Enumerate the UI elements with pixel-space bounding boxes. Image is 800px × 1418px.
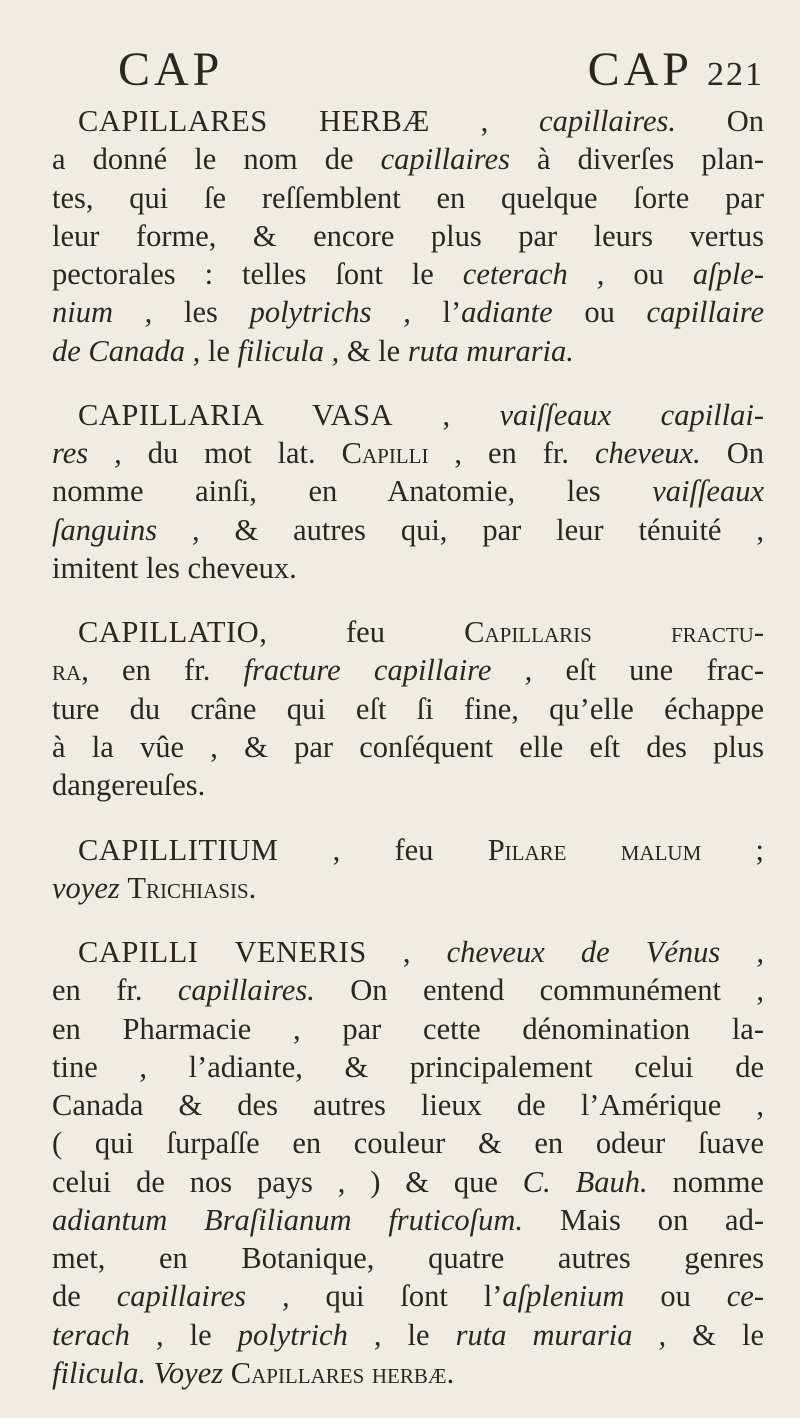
text-run: le: [200, 333, 238, 368]
text-run: ( qui ſurpaſſe en couleur & en odeur ſuave: [52, 1126, 764, 1161]
italic-text: aſple-: [692, 257, 764, 292]
text-run: & le: [339, 333, 408, 368]
headword: CAPILLITIUM: [78, 832, 279, 867]
italic-text: res ,: [52, 436, 122, 471]
italic-text: adiantum Braſilianum fruticoſum.: [52, 1202, 524, 1237]
italic-text: ſanguins ,: [52, 512, 200, 547]
text-run: tes, qui ſe reſſemblent en quelque ſorte par: [52, 180, 764, 215]
italic-text: polytrich ,: [237, 1317, 382, 1352]
entry-line: [52, 728, 764, 766]
text-run: ou: [624, 1279, 727, 1314]
text-run: du mot lat.: [121, 436, 342, 471]
dictionary-entry: [52, 933, 764, 1392]
text-run: le: [381, 1317, 456, 1352]
entry-line: [52, 1163, 764, 1201]
text-run: , en fr.: [428, 436, 595, 471]
text-run: le: [163, 1317, 238, 1352]
entry-line: [52, 971, 764, 1009]
italic-text: filicula.: [52, 1355, 147, 1390]
text-run: les: [152, 295, 250, 330]
italic-text: polytrichs ,: [249, 295, 411, 330]
small-caps-text: Capillaris fractu-: [464, 615, 764, 650]
text-run: On: [700, 436, 765, 471]
running-head-right-word: CAP: [587, 43, 693, 96]
headword: CAPILLARES HERBÆ: [78, 104, 430, 138]
text-run: leur forme, & encore plus par leurs vertus: [52, 218, 764, 253]
text-run: dangereuſes.: [52, 768, 206, 803]
entry-line: [52, 293, 764, 331]
italic-text: ceterach ,: [462, 257, 605, 292]
dictionary-entry: [52, 102, 764, 370]
text-run: & autres qui, par leur ténuité ,: [199, 512, 764, 547]
italic-text: filicula ,: [237, 333, 340, 368]
small-caps-text: Capillares herbæ.: [230, 1355, 455, 1390]
text-run: , feu: [259, 615, 465, 650]
entry-line: [52, 255, 764, 293]
text-run: ,: [429, 104, 540, 138]
text-run: , en fr.: [81, 653, 244, 688]
text-run: en Pharmacie , par cette dénomination la-: [52, 1011, 764, 1046]
italic-text: capillaire: [646, 295, 764, 330]
page-number: 221: [707, 56, 764, 93]
text-run: ou: [552, 295, 647, 330]
small-caps-text: ra: [52, 653, 82, 688]
italic-text: cheveux.: [594, 436, 701, 471]
text-run: ,: [393, 397, 500, 432]
headword: CAPILLARIA VASA: [78, 397, 394, 432]
italic-text: aſplenium: [502, 1279, 625, 1314]
entry-line: [52, 766, 764, 804]
entry-line: [52, 179, 764, 217]
text-run: ture du crâne qui eſt ſi fine, qu’elle échappe: [52, 691, 764, 726]
running-head: [118, 42, 764, 102]
text-run: nomme ainſi, en Anatomie, les: [52, 474, 653, 509]
entry-line: [52, 217, 764, 255]
entry-first-line: [52, 831, 764, 869]
text-run: [146, 1356, 154, 1390]
entry-first-line: [52, 933, 764, 971]
entry-line: [52, 1277, 764, 1315]
headword: CAPILLI VENERIS: [78, 935, 367, 970]
text-run: tine , l’adiante, & principalement celui de: [52, 1049, 764, 1084]
text-run: met, en Botanique, quatre autres genres: [52, 1241, 764, 1276]
italic-text: ce-: [726, 1279, 764, 1314]
italic-text: cheveux de Vénus ,: [446, 935, 764, 970]
text-run: Canada & des autres lieux de l’Amérique ,: [52, 1088, 764, 1123]
small-caps-text: Capilli: [341, 436, 429, 471]
text-run: ,: [366, 935, 447, 970]
dictionary-entry: [52, 396, 764, 587]
entry-line: [52, 511, 764, 549]
entry-line: [52, 1354, 764, 1392]
entry-line: [52, 690, 764, 728]
italic-text: ruta muraria.: [407, 333, 574, 368]
italic-text: capillaires.: [177, 973, 315, 1008]
text-run: eſt une frac-: [532, 653, 764, 688]
entry-line: [52, 1048, 764, 1086]
entry-line: [52, 1239, 764, 1277]
text-run: a donné le nom de: [52, 142, 381, 177]
headword: CAPILLATIO: [78, 615, 260, 650]
text-run: à diverſes plan-: [509, 142, 764, 177]
entry-line: [52, 332, 764, 370]
text-run: imitent les cheveux.: [52, 550, 297, 585]
dictionary-entry: [52, 613, 764, 804]
text-run: & le: [666, 1317, 764, 1352]
text-run: qui ſont l’: [289, 1279, 503, 1314]
italic-text: voyez: [52, 870, 120, 905]
text-run: pectorales : telles ſont le: [52, 257, 463, 292]
entry-line: [52, 651, 764, 689]
entry-line: [52, 1124, 764, 1162]
text-run: Mais on ad-: [523, 1202, 764, 1237]
entry-first-line: [52, 613, 764, 651]
entry-line: [52, 1010, 764, 1048]
italic-text: vaiſſeaux: [652, 474, 764, 509]
dictionary-entry: [52, 831, 764, 908]
entry-line: [52, 1086, 764, 1124]
small-caps-text: Pilare malum: [487, 832, 702, 867]
entry-line: [52, 549, 764, 587]
italic-text: ruta muraria ,: [455, 1317, 667, 1352]
italic-text: capillaires.: [539, 104, 676, 138]
italic-text: capillaires: [380, 142, 510, 177]
italic-text: fracture capillaire ,: [243, 653, 533, 688]
italic-text: Voyez: [153, 1355, 224, 1390]
text-run: celui de nos pays , ) & que: [52, 1164, 523, 1199]
entry-line: [52, 1316, 764, 1354]
entry-first-line: [52, 102, 764, 140]
small-caps-text: Trichiasis.: [127, 870, 257, 905]
italic-text: de Canada ,: [52, 333, 201, 368]
text-run: à la vûe , & par conſéquent elle eſt des plus: [52, 729, 764, 764]
entry-line: [52, 1201, 764, 1239]
text-run: nomme: [647, 1164, 764, 1199]
text-run: ou: [604, 257, 693, 292]
italic-text: C. Bauh.: [522, 1164, 648, 1199]
entry-first-line: [52, 396, 764, 434]
italic-text: adiante: [461, 295, 553, 330]
entry-line: [52, 434, 764, 472]
italic-text: terach ,: [52, 1317, 164, 1352]
text-run: [223, 1356, 231, 1390]
entry-line: [52, 472, 764, 510]
italic-text: capillaires ,: [116, 1279, 290, 1314]
entry-line: [52, 140, 764, 178]
text-run: de: [52, 1279, 117, 1314]
italic-text: vaiſſeaux capillai-: [499, 397, 764, 432]
running-head-right: [588, 42, 764, 97]
text-run: On entend communément ,: [314, 973, 764, 1008]
italic-text: nium ,: [52, 295, 153, 330]
text-run: l’: [410, 295, 462, 330]
page-body: [52, 102, 764, 1418]
entry-line: [52, 869, 764, 907]
text-run: ;: [701, 832, 764, 867]
text-run: en fr.: [52, 973, 178, 1008]
running-head-left: CAP: [118, 43, 224, 96]
text-run: , feu: [278, 832, 488, 867]
text-run: On: [675, 104, 764, 138]
